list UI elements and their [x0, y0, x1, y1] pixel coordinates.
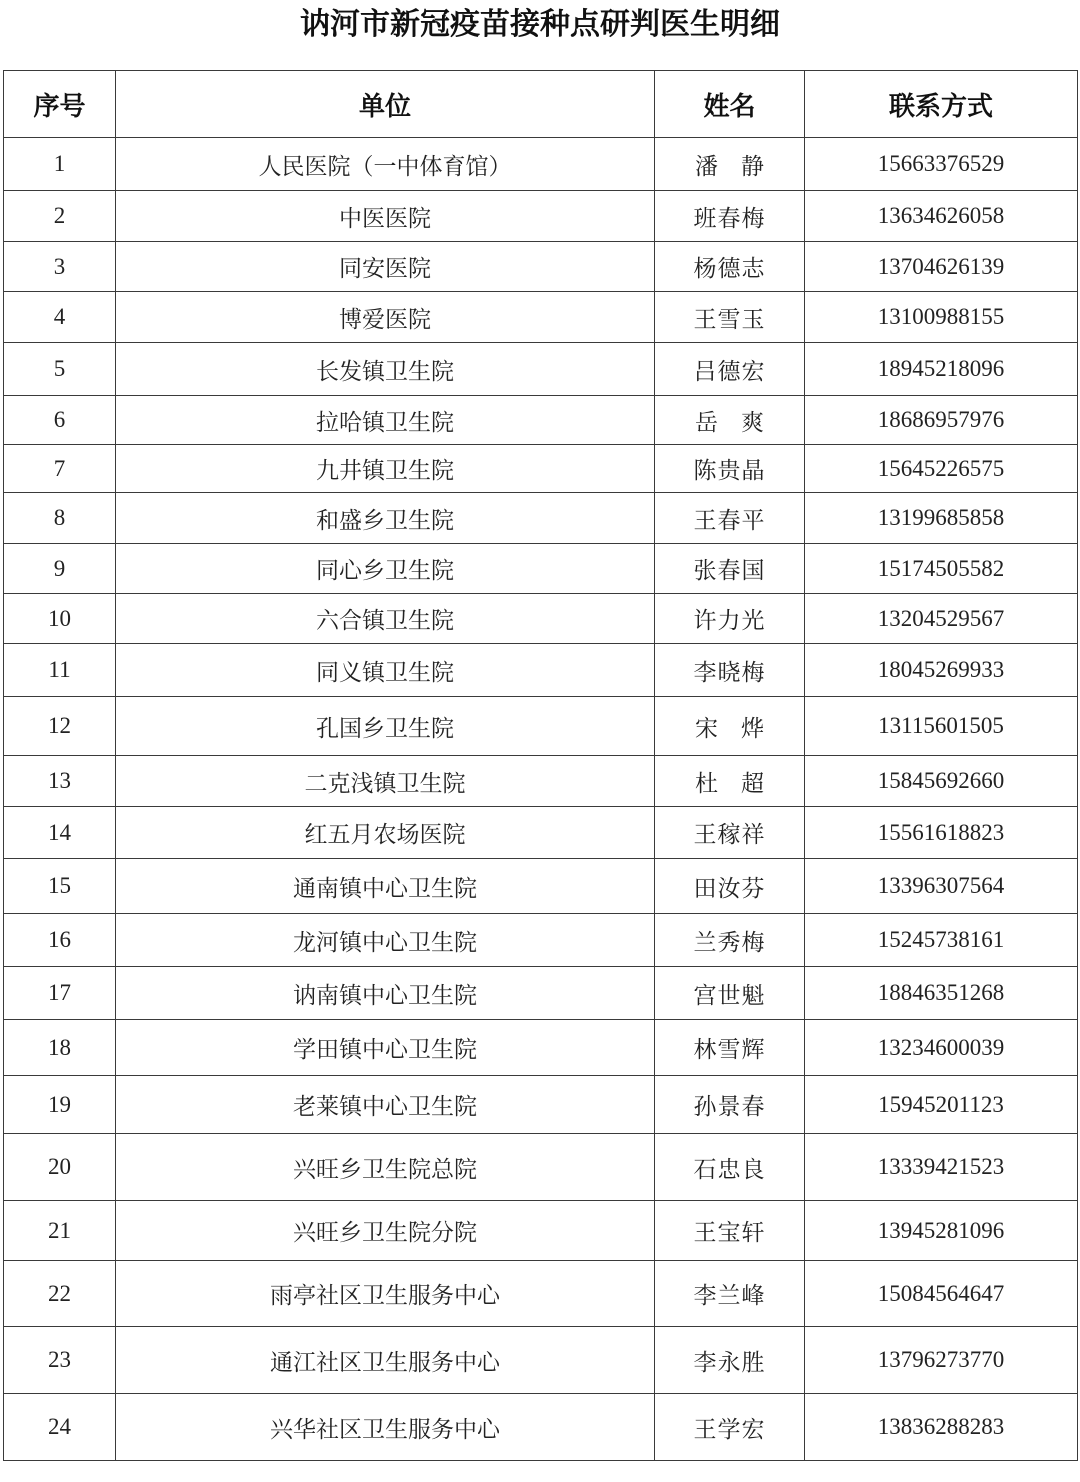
row-phone-number: 13234600039 — [805, 1020, 1078, 1076]
row-doctor-name: 李兰峰 — [655, 1261, 805, 1327]
row-phone-number: 18945218096 — [805, 343, 1078, 396]
row-doctor-name: 张春国 — [655, 544, 805, 594]
table-row — [4, 292, 1078, 343]
row-unit: 中医医院 — [116, 191, 655, 242]
row-doctor-name: 杜 超 — [655, 756, 805, 807]
table-row — [4, 445, 1078, 493]
row-serial-number: 23 — [4, 1327, 116, 1394]
doctor-roster-table — [3, 70, 1078, 1461]
table-row — [4, 544, 1078, 594]
row-phone-number: 13945281096 — [805, 1201, 1078, 1261]
row-unit: 孔国乡卫生院 — [116, 697, 655, 756]
row-unit: 兴华社区卫生服务中心 — [116, 1394, 655, 1461]
table-body — [4, 138, 1078, 1461]
row-doctor-name: 吕德宏 — [655, 343, 805, 396]
row-unit: 学田镇中心卫生院 — [116, 1020, 655, 1076]
row-phone-number: 18846351268 — [805, 967, 1078, 1020]
row-unit: 兴旺乡卫生院分院 — [116, 1201, 655, 1261]
table-header-row — [4, 71, 1078, 138]
table-row — [4, 1076, 1078, 1134]
row-unit: 九井镇卫生院 — [116, 445, 655, 493]
row-doctor-name: 王宝轩 — [655, 1201, 805, 1261]
row-serial-number: 9 — [4, 544, 116, 594]
row-phone-number: 13704626139 — [805, 242, 1078, 292]
row-serial-number: 6 — [4, 396, 116, 445]
row-phone-number: 15945201123 — [805, 1076, 1078, 1134]
row-phone-number: 15845692660 — [805, 756, 1078, 807]
row-phone-number: 15174505582 — [805, 544, 1078, 594]
row-doctor-name: 许力光 — [655, 594, 805, 644]
row-doctor-name: 李永胜 — [655, 1327, 805, 1394]
row-serial-number: 20 — [4, 1134, 116, 1201]
table-row — [4, 756, 1078, 807]
row-doctor-name: 林雪辉 — [655, 1020, 805, 1076]
row-phone-number: 18686957976 — [805, 396, 1078, 445]
row-serial-number: 24 — [4, 1394, 116, 1461]
row-unit: 雨亭社区卫生服务中心 — [116, 1261, 655, 1327]
table-row — [4, 914, 1078, 967]
table-row — [4, 191, 1078, 242]
row-serial-number: 18 — [4, 1020, 116, 1076]
row-serial-number: 3 — [4, 242, 116, 292]
row-doctor-name: 孙景春 — [655, 1076, 805, 1134]
row-doctor-name: 田汝芬 — [655, 859, 805, 914]
table-row — [4, 493, 1078, 544]
row-serial-number: 15 — [4, 859, 116, 914]
table-row — [4, 1020, 1078, 1076]
table-row — [4, 343, 1078, 396]
table-row — [4, 594, 1078, 644]
row-phone-number: 15561618823 — [805, 807, 1078, 859]
table-row — [4, 859, 1078, 914]
table-row — [4, 644, 1078, 697]
row-unit: 通南镇中心卫生院 — [116, 859, 655, 914]
table-row — [4, 396, 1078, 445]
row-doctor-name: 王雪玉 — [655, 292, 805, 343]
row-unit: 老莱镇中心卫生院 — [116, 1076, 655, 1134]
header-serial-number: 序号 — [4, 71, 116, 138]
row-serial-number: 4 — [4, 292, 116, 343]
table-row — [4, 1327, 1078, 1394]
row-doctor-name: 宫世魁 — [655, 967, 805, 1020]
row-serial-number: 8 — [4, 493, 116, 544]
row-serial-number: 7 — [4, 445, 116, 493]
row-unit: 讷南镇中心卫生院 — [116, 967, 655, 1020]
row-phone-number: 13100988155 — [805, 292, 1078, 343]
row-phone-number: 13115601505 — [805, 697, 1078, 756]
table-row — [4, 967, 1078, 1020]
row-phone-number: 15084564647 — [805, 1261, 1078, 1327]
row-serial-number: 14 — [4, 807, 116, 859]
row-doctor-name: 李晓梅 — [655, 644, 805, 697]
table-row — [4, 807, 1078, 859]
row-serial-number: 13 — [4, 756, 116, 807]
row-unit: 拉哈镇卫生院 — [116, 396, 655, 445]
row-phone-number: 15645226575 — [805, 445, 1078, 493]
row-phone-number: 13796273770 — [805, 1327, 1078, 1394]
document-title: 讷河市新冠疫苗接种点研判医生明细 — [300, 7, 780, 42]
row-serial-number: 1 — [4, 138, 116, 191]
row-doctor-name: 宋 烨 — [655, 697, 805, 756]
table-row — [4, 1134, 1078, 1201]
row-unit: 同义镇卫生院 — [116, 644, 655, 697]
row-serial-number: 12 — [4, 697, 116, 756]
row-serial-number: 11 — [4, 644, 116, 697]
table-row — [4, 1394, 1078, 1461]
table-row — [4, 1261, 1078, 1327]
row-doctor-name: 石忠良 — [655, 1134, 805, 1201]
row-doctor-name: 陈贵晶 — [655, 445, 805, 493]
row-serial-number: 22 — [4, 1261, 116, 1327]
table-row — [4, 242, 1078, 292]
row-unit: 同安医院 — [116, 242, 655, 292]
row-unit: 博爱医院 — [116, 292, 655, 343]
row-phone-number: 13634626058 — [805, 191, 1078, 242]
row-unit: 通江社区卫生服务中心 — [116, 1327, 655, 1394]
row-unit: 同心乡卫生院 — [116, 544, 655, 594]
row-unit: 兴旺乡卫生院总院 — [116, 1134, 655, 1201]
row-serial-number: 5 — [4, 343, 116, 396]
row-phone-number: 13339421523 — [805, 1134, 1078, 1201]
row-doctor-name: 杨德志 — [655, 242, 805, 292]
row-unit: 红五月农场医院 — [116, 807, 655, 859]
row-unit: 六合镇卫生院 — [116, 594, 655, 644]
row-phone-number: 13199685858 — [805, 493, 1078, 544]
header-name: 姓名 — [655, 71, 805, 138]
row-serial-number: 21 — [4, 1201, 116, 1261]
table-row — [4, 1201, 1078, 1261]
row-unit: 和盛乡卫生院 — [116, 493, 655, 544]
row-doctor-name: 兰秀梅 — [655, 914, 805, 967]
header-unit: 单位 — [116, 71, 655, 138]
row-serial-number: 19 — [4, 1076, 116, 1134]
row-phone-number: 15663376529 — [805, 138, 1078, 191]
row-serial-number: 2 — [4, 191, 116, 242]
row-doctor-name: 王学宏 — [655, 1394, 805, 1461]
row-unit: 龙河镇中心卫生院 — [116, 914, 655, 967]
row-phone-number: 13836288283 — [805, 1394, 1078, 1461]
row-phone-number: 15245738161 — [805, 914, 1078, 967]
row-unit: 人民医院（一中体育馆） — [116, 138, 655, 191]
header-contact: 联系方式 — [805, 71, 1078, 138]
row-unit: 二克浅镇卫生院 — [116, 756, 655, 807]
row-serial-number: 10 — [4, 594, 116, 644]
row-doctor-name: 班春梅 — [655, 191, 805, 242]
row-phone-number: 13204529567 — [805, 594, 1078, 644]
row-doctor-name: 王春平 — [655, 493, 805, 544]
table-row — [4, 697, 1078, 756]
row-phone-number: 18045269933 — [805, 644, 1078, 697]
row-phone-number: 13396307564 — [805, 859, 1078, 914]
row-doctor-name: 潘 静 — [655, 138, 805, 191]
row-serial-number: 17 — [4, 967, 116, 1020]
table-row — [4, 138, 1078, 191]
row-doctor-name: 王稼祥 — [655, 807, 805, 859]
row-unit: 长发镇卫生院 — [116, 343, 655, 396]
row-serial-number: 16 — [4, 914, 116, 967]
row-doctor-name: 岳 爽 — [655, 396, 805, 445]
